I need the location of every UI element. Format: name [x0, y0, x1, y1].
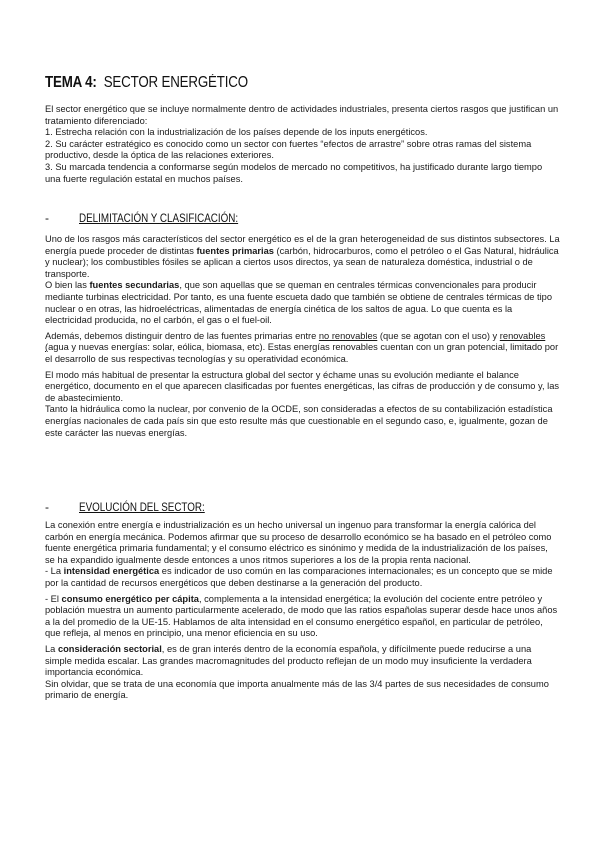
- section-heading-evolucion: [45, 500, 232, 514]
- section-dash: -: [45, 211, 49, 225]
- bold-term: fuentes secundarias: [89, 280, 180, 291]
- text-run: es indicador de uso común en las comparaciones internacionales; es un concepto que se mide por la cantidad de recursos energéticos que deben destinarse a la generación del producto.: [45, 566, 553, 588]
- section1-body: [45, 234, 560, 439]
- text-run: agua y nuevas energías: solar, eólica, biomasa, etc). Estas energías renovables cuentan con un gran potencial, limitado por el desarrollo de sus respectivas tecnologías y su operatividad económica.: [45, 342, 559, 364]
- paragraph-fuentes-secundarias: [45, 280, 560, 326]
- text-run: , que son aquellas que se queman en centrales térmicas convencionales para producir mediante turbinas electricidad. Por tanto, es una fuente escueta dado que también se obtiene de centrales térmicas de tipo nuclear o en otras, las hidroeléctricas, alimentadas de energía cinética de los saltos de agua. Lo que cuenta es la electricidad producida, no el carbón, el gas o el fuel-oil.: [45, 280, 552, 326]
- paragraph-balance: El modo más habitual de presentar la estructura global del sector y échame unas su evolución mediante el balance energético, documento en el que aparecen clasificadas por fuentes energéticas, las cifras de producción y de consumo y, las de abastecimiento.: [45, 369, 560, 403]
- text-run: Uno de los rasgos más característicos del sector energético es el de la gran heterogeneidad de sus distintos subsectores. La energía puede proceder de distintas: [45, 234, 560, 256]
- section2-body: [45, 520, 560, 702]
- paragraph-sectorial: [45, 644, 560, 679]
- text-run: , complementa a la intensidad energética; la evolución del cociente entre petróleo y población muestra un aumento particularmente acelerado, de modo que las ratios españolas superar desde hace unos años a la del promedio de la UE-15. Hablamos de alta intensidad en el consumo energético español, en particular de petróleo, que refleja, al menos en principio, una menor eficiencia en su uso.: [45, 593, 558, 639]
- paragraph-fuentes-primarias: [45, 234, 560, 280]
- text-run: , es de gran interés dentro de la economía española, y difícilmente puede reducirse a una simple medida escalar. Las grandes macromagnitudes del producto reflejan de un modo muy insuficiente la verdadera importancia económica.: [45, 643, 532, 678]
- title-name: SECTOR ENERGÉTICO: [103, 74, 248, 91]
- bold-term: intensidad energética: [63, 566, 160, 577]
- paragraph-ocde: Tanto la hidráulica como la nuclear, por convenio de la OCDE, son consideradas a efectos de su contabilización estadística energías nacionales de cada país sin que esto resulte más que cuestionable en el segundo caso, e, igualmente, gozan de este carácter las nuevas energías.: [45, 404, 553, 438]
- paragraph-renovables: [45, 331, 560, 366]
- bold-term: consumo energético per cápita: [61, 593, 199, 604]
- intro-point-3: 3. Su marcada tendencia a conformarse según modelos de mercado no competitivos, ha justificado durante largo tiempo una fuerte regulación estatal en muchos países.: [45, 161, 543, 184]
- intro-block: [45, 104, 560, 185]
- bold-term: fuentes primarias: [196, 245, 274, 256]
- paragraph-consumo: [45, 594, 560, 640]
- section-heading-delimitacion: [45, 211, 273, 225]
- intro-point-2: 2. Su carácter estratégico es conocido como un sector con fuertes “efectos de arrastre” sobre otras ramas del sistema productivo, desde la óptica de las relaciones exteriores.: [45, 138, 532, 161]
- text-run: Además, debemos distinguir dentro de las fuentes primarias entre: [45, 330, 319, 341]
- text-run: (carbón, hidrocarburos, como el petróleo o el Gas Natural, hidráulica y nuclear); los combustibles fósiles se aplican a ciertos usos directos, ya sean de naturaleza doméstica, industrial o de transporte.: [45, 245, 559, 279]
- text-run: O bien las: [45, 280, 90, 291]
- intro-lead: El sector energético que se incluye normalmente dentro de actividades industriales, presenta ciertos rasgos que justifican un tratamiento diferenciado:: [45, 104, 559, 126]
- title-number: TEMA 4:: [45, 74, 97, 91]
- paragraph-intensidad: [45, 566, 560, 589]
- text-run: - El: [45, 593, 62, 604]
- text-run: (que se agotan con el uso) y: [377, 330, 500, 341]
- section-title: DELIMITACIÓN Y CLASIFICACIÓN:: [79, 211, 239, 225]
- paragraph-importacion: Sin olvidar, que se trata de una economía que importa anualmente más de las 3/4 partes de sus necesidades de consumo primario de energía.: [45, 678, 549, 701]
- section-dash: -: [45, 500, 49, 514]
- underlined-term: no renovables: [318, 330, 378, 341]
- text-run: La: [45, 643, 58, 654]
- section-title: EVOLUCIÓN DEL SECTOR:: [79, 500, 205, 514]
- text-run: - La: [45, 566, 64, 577]
- underlined-term: renovables (: [45, 330, 546, 353]
- paragraph-conexion: La conexión entre energía e industrialización es un hecho universal un ingenuo para transformar la energía calórica del carbón en energía mecánica. Podemos afirmar que su proceso de desarrollo económico se ha basado en el petróleo como fuente energética primaria fundamental; y el consumo eléctrico es sinónimo y medida de la industrialización de los países, se ha expandido igualmente desde entonces a unos ritmos superiores a los de la propia renta nacional.: [45, 520, 552, 565]
- intro-point-1: 1. Estrecha relación con la industrialización de los países depende de los inputs energéticos.: [45, 127, 428, 138]
- bold-term: consideración sectorial: [57, 643, 162, 654]
- page-title: [45, 74, 248, 92]
